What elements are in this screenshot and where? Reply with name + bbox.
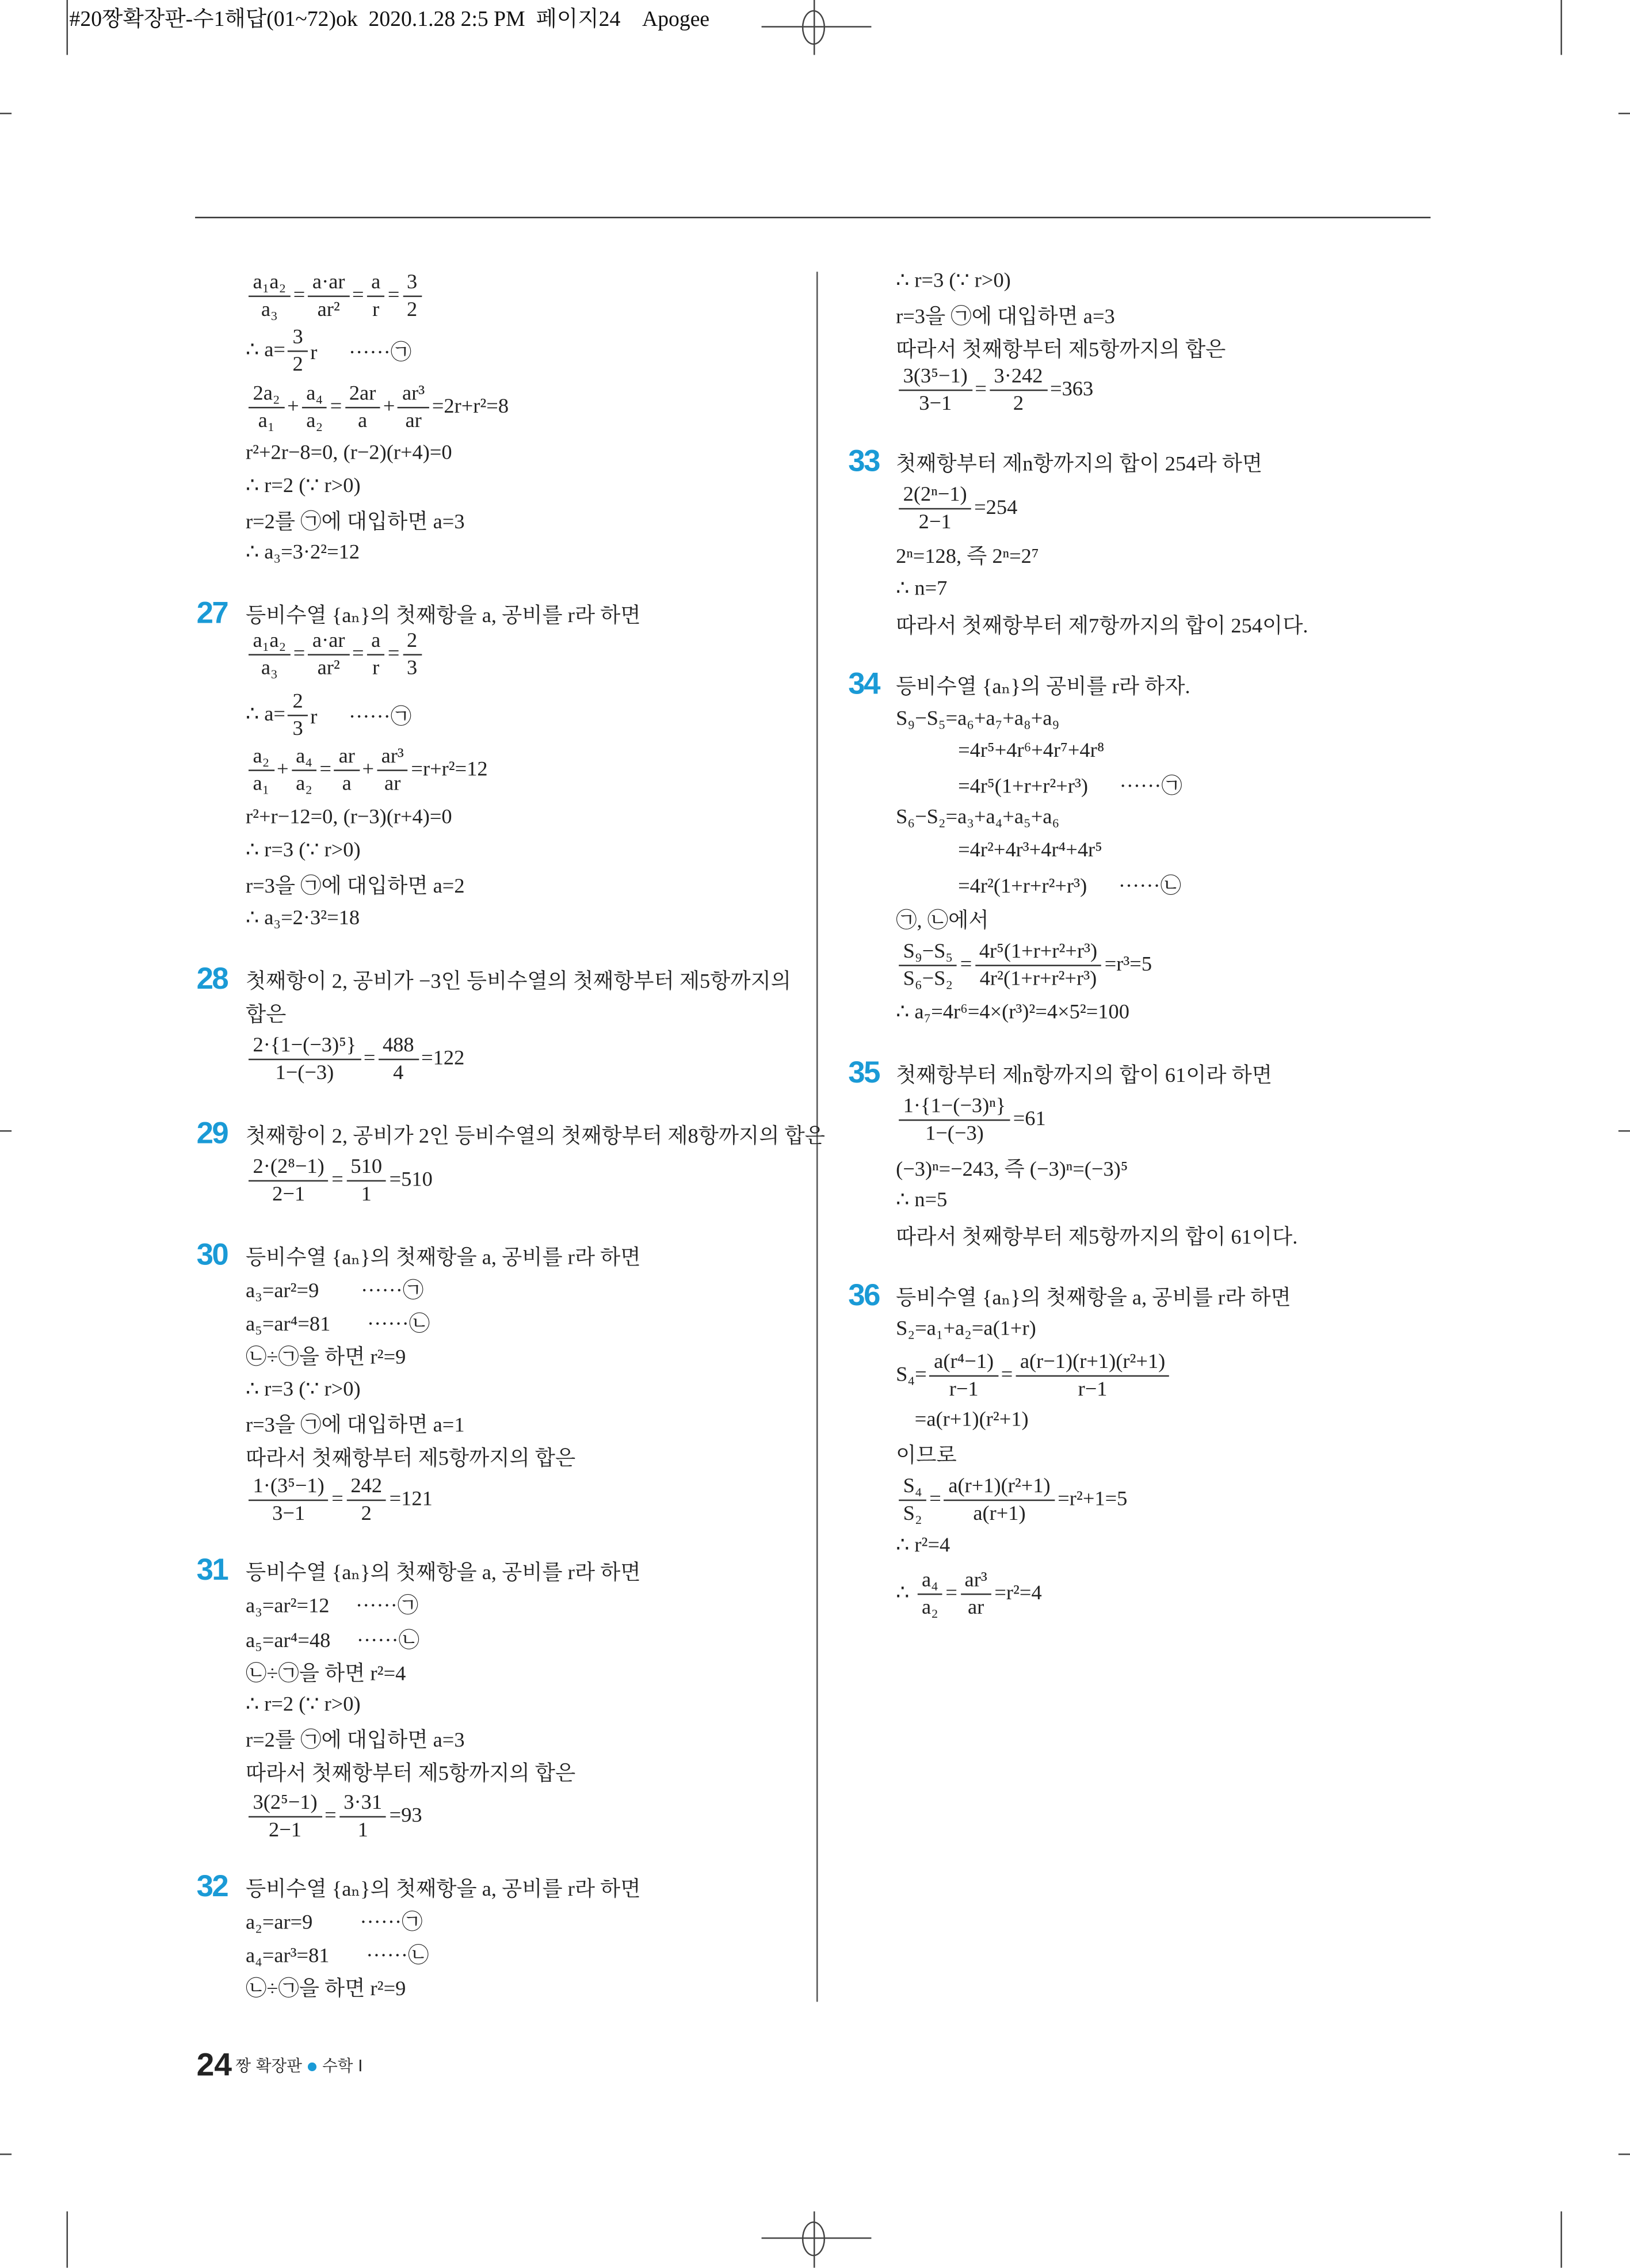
denominator: 3 — [407, 657, 418, 680]
subject-title: 수학 Ⅰ — [322, 2056, 363, 2076]
solution-line: ∴ r=3 (∵ r>0) — [245, 1378, 361, 1401]
denominator: 2 — [1013, 392, 1024, 416]
math-text: = — [363, 1047, 376, 1070]
math-text: =510 — [389, 1168, 433, 1192]
math-text: = — [387, 284, 400, 307]
numerator: ar³ — [960, 1569, 991, 1595]
fraction — [377, 745, 408, 796]
solution-line: =4r⁵+4r⁶+4r⁷+4r⁸ — [958, 739, 1105, 763]
solution-line: ∴ a₇=4r⁶=4×(r³)²=4×5²=100 — [896, 1001, 1129, 1024]
fraction — [402, 271, 421, 322]
solution-line: r²+r−12=0, (r−3)(r+4)=0 — [245, 806, 452, 829]
numerator: 3 — [288, 326, 307, 352]
problem-number: 33 — [848, 445, 879, 479]
fraction — [345, 382, 380, 433]
fraction — [346, 1475, 387, 1526]
math-text: r ······㉠ — [310, 706, 412, 730]
denominator: 2−1 — [918, 510, 952, 534]
book-title: 짱 확장판 — [235, 2056, 302, 2076]
math-text: r ······㉠ — [310, 341, 412, 365]
fraction — [249, 1791, 322, 1842]
fraction — [899, 1095, 1010, 1145]
numerator: a₁a₂ — [249, 630, 291, 655]
math-text: ∴ a= — [245, 338, 285, 363]
equation-line — [246, 1475, 433, 1526]
denominator: 3 — [292, 717, 303, 741]
solution-line: (−3)ⁿ=−243, 즉 (−3)ⁿ=(−3)⁵ — [896, 1158, 1128, 1182]
denominator: S₂ — [903, 1502, 922, 1526]
denominator: S₆−S₂ — [903, 967, 953, 991]
fraction — [899, 1475, 926, 1526]
registration-line — [762, 2237, 872, 2239]
math-text: =r²=4 — [994, 1581, 1042, 1606]
numerator: a(r−1)(r+1)(r²+1) — [1016, 1351, 1170, 1377]
numerator: a — [367, 271, 385, 297]
denominator: ar² — [317, 298, 340, 322]
math-text: =363 — [1050, 378, 1094, 401]
math-text: + — [383, 395, 395, 419]
math-text: = — [387, 642, 400, 666]
denominator: r — [372, 298, 380, 322]
numerator: a·ar — [308, 271, 349, 297]
problem-number: 34 — [848, 668, 879, 702]
problem-number: 27 — [196, 597, 228, 631]
page-number: 24 — [196, 2046, 232, 2083]
denominator: 2 — [361, 1502, 372, 1526]
equation-line — [246, 1791, 422, 1842]
solution-line: ㉠, ㉡에서 — [896, 909, 989, 933]
numerator: a(r⁴−1) — [930, 1351, 998, 1377]
denominator: ar — [384, 772, 401, 796]
math-text: =93 — [389, 1804, 422, 1828]
fraction — [990, 365, 1047, 416]
fraction — [899, 940, 957, 991]
fraction — [402, 630, 421, 680]
denominator: 1 — [357, 1819, 368, 1842]
numerator: 242 — [346, 1475, 387, 1501]
equation-line — [896, 1475, 1127, 1526]
crop-mark — [1618, 2153, 1630, 2155]
math-text: = — [319, 758, 332, 782]
fraction — [944, 1475, 1055, 1526]
denominator: a — [357, 410, 368, 433]
denominator: ar — [405, 410, 422, 433]
solution-line: =4r²(1+r+r²+r³) ······㉡ — [958, 875, 1182, 898]
problem-number: 36 — [848, 1279, 879, 1313]
problem-number: 28 — [196, 962, 228, 996]
math-text: =254 — [974, 496, 1018, 520]
math-text: =121 — [389, 1488, 433, 1511]
registration-line — [814, 2212, 815, 2268]
crop-mark — [1618, 113, 1630, 115]
solution-line: 따라서 첫째항부터 제5항까지의 합이 61이다. — [896, 1226, 1298, 1250]
solution-line: =4r²+4r³+4r⁴+4r⁵ — [958, 838, 1102, 863]
equation-line — [896, 1351, 1173, 1401]
numerator: a₄ — [292, 745, 317, 771]
solution-line: ∴ r=3 (∵ r>0) — [896, 269, 1011, 293]
solution-line: ∴ r=3 (∵ r>0) — [245, 838, 361, 863]
solution-line: 따라서 첫째항부터 제5항까지의 합은 — [896, 338, 1226, 363]
numerator: 3(2⁵−1) — [249, 1791, 322, 1817]
math-text: ∴ a= — [245, 703, 285, 727]
numerator: ar — [334, 745, 359, 771]
fraction — [917, 1569, 942, 1619]
fraction — [930, 1351, 998, 1401]
numerator: ar³ — [377, 745, 408, 771]
solution-line: S₂=a₁+a₂=a(1+r) — [896, 1317, 1036, 1341]
math-text: + — [287, 395, 299, 419]
solution-line: r=3을 ㉠에 대입하면 a=3 — [896, 306, 1115, 329]
crop-mark — [0, 2153, 12, 2155]
registration-line — [814, 0, 815, 55]
equation-line — [246, 271, 425, 322]
denominator: 2−1 — [272, 1183, 306, 1206]
solution-line: a₅=ar⁴=48 ······㉡ — [245, 1629, 420, 1653]
problem-statement: 등비수열 {aₙ}의 첫째항을 a, 공비를 r라 하면 — [896, 1287, 1291, 1310]
math-text: = — [929, 1488, 941, 1511]
math-text: =2r+r²=8 — [432, 395, 509, 419]
problem-statement: 첫째항이 2, 공비가 2인 등비수열의 첫째항부터 제8항까지의 합은 — [245, 1125, 825, 1149]
denominator: 4r²(1+r+r²+r³) — [979, 967, 1097, 991]
math-text: =r+r²=12 — [411, 758, 488, 782]
fraction — [288, 690, 307, 741]
solution-line: a₅=ar⁴=81 ······㉡ — [245, 1313, 430, 1336]
solution-line: r=2를 ㉠에 대입하면 a=3 — [245, 1729, 465, 1753]
footer-title — [235, 2054, 362, 2077]
numerator: 1·{1−(−3)ⁿ} — [899, 1095, 1010, 1120]
solution-line: 따라서 첫째항부터 제5항까지의 합은 — [245, 1447, 576, 1471]
denominator: 2−1 — [269, 1819, 302, 1842]
solution-line: r=2를 ㉠에 대입하면 a=3 — [245, 510, 465, 534]
denominator: ar² — [317, 657, 340, 680]
top-rule — [195, 217, 1430, 219]
solution-line: r=3을 ㉠에 대입하면 a=1 — [245, 1414, 465, 1438]
denominator: a(r+1) — [973, 1502, 1026, 1526]
solution-line: a₃=ar²=12 ······㉠ — [245, 1595, 419, 1618]
denominator: 3−1 — [272, 1502, 306, 1526]
problem-statement: 등비수열 {aₙ}의 첫째항을 a, 공비를 r라 하면 — [245, 1247, 641, 1270]
fraction — [302, 382, 327, 433]
denominator: 1−(−3) — [925, 1122, 984, 1146]
fraction — [249, 1156, 329, 1206]
problem-statement: 첫째항부터 제n항까지의 합이 61이라 하면 — [896, 1064, 1273, 1088]
solution-line: 합은 — [245, 1004, 287, 1027]
solution-line: ㉡÷㉠을 하면 r²=4 — [245, 1663, 406, 1686]
problem-number: 29 — [196, 1117, 228, 1151]
solution-line: ㉡÷㉠을 하면 r²=9 — [245, 1977, 406, 2002]
numerator: 2·{1−(−3)⁵} — [249, 1034, 361, 1060]
equation-line — [896, 940, 1152, 991]
solution-line: ∴ r=2 (∵ r>0) — [245, 475, 361, 498]
math-text: = — [352, 642, 364, 666]
solution-line: a₄=ar³=81 ······㉡ — [245, 1945, 429, 1968]
denominator: r — [372, 657, 380, 680]
solution-line: ∴ r²=4 — [896, 1534, 950, 1558]
math-text: + — [276, 758, 289, 782]
fraction — [975, 940, 1101, 991]
fraction — [346, 1156, 387, 1206]
numerator: a₂ — [249, 745, 274, 771]
crop-mark — [67, 2212, 68, 2268]
numerator: ar³ — [398, 382, 429, 408]
numerator: 2 — [288, 690, 307, 716]
crop-mark — [67, 0, 68, 55]
fraction — [249, 382, 284, 433]
denominator: 1 — [361, 1183, 372, 1206]
numerator: 2 — [402, 630, 421, 655]
equation-line — [246, 1156, 433, 1206]
solution-line: ∴ n=7 — [896, 577, 948, 601]
math-text: = — [945, 1581, 957, 1606]
math-text: = — [960, 953, 972, 977]
numerator: S₄ — [899, 1475, 926, 1501]
solution-line: 이므로 — [896, 1444, 957, 1468]
crop-mark — [1560, 0, 1562, 55]
numerator: 2ar — [345, 382, 380, 408]
solution-line: 따라서 첫째항부터 제7항까지의 합이 254이다. — [896, 615, 1308, 638]
problem-statement: 등비수열 {aₙ}의 첫째항을 a, 공비를 r라 하면 — [245, 1561, 641, 1585]
fraction — [398, 382, 429, 433]
math-text: = — [330, 395, 342, 419]
solution-line: ∴ n=5 — [896, 1188, 948, 1212]
problem-statement: 첫째항부터 제n항까지의 합이 254라 하면 — [896, 453, 1263, 477]
crop-mark — [0, 113, 12, 115]
problem-number: 35 — [848, 1056, 879, 1090]
fraction — [249, 745, 274, 796]
fraction — [334, 745, 359, 796]
denominator: 3−1 — [919, 392, 952, 416]
crop-mark — [0, 1130, 12, 1132]
denominator: r−1 — [949, 1378, 979, 1401]
denominator: a₃ — [261, 657, 278, 680]
fraction — [249, 1034, 361, 1085]
solution-line: =a(r+1)(r²+1) — [914, 1408, 1029, 1432]
solution-line: a₂=ar=9 ······㉠ — [245, 1911, 423, 1935]
fraction — [339, 1791, 387, 1842]
solution-line: 2ⁿ=128, 즉 2ⁿ=2⁷ — [896, 546, 1039, 569]
solution-line: S₉−S₅=a₆+a₇+a₈+a₉ — [896, 707, 1060, 731]
solution-line: ∴ a₃=2·3²=18 — [245, 906, 360, 931]
denominator: a₂ — [921, 1596, 938, 1620]
equation-line — [896, 1095, 1046, 1145]
registration-line — [762, 26, 872, 28]
problem-statement: 등비수열 {aₙ}의 첫째항을 a, 공비를 r라 하면 — [245, 605, 641, 628]
math-text: =61 — [1013, 1108, 1046, 1131]
numerator: 2·(2⁸−1) — [249, 1156, 329, 1181]
numerator: 2a₂ — [249, 382, 284, 408]
equation-line — [246, 382, 509, 433]
numerator: S₉−S₅ — [899, 940, 957, 966]
numerator: 3 — [402, 271, 421, 297]
math-text: = — [293, 284, 306, 307]
equation-line — [246, 745, 488, 796]
fraction — [899, 483, 971, 534]
denominator: r−1 — [1078, 1378, 1108, 1401]
denominator: ar — [967, 1596, 984, 1620]
equation-line — [246, 1034, 464, 1085]
fraction — [249, 271, 291, 322]
numerator: 4r⁵(1+r+r²+r³) — [975, 940, 1101, 966]
fraction — [308, 271, 349, 322]
equation-line — [896, 483, 1017, 534]
crop-mark — [1618, 1130, 1630, 1132]
numerator: 1·(3⁵−1) — [249, 1475, 329, 1501]
denominator: 1−(−3) — [275, 1061, 334, 1085]
math-text: =r³=5 — [1104, 953, 1152, 977]
fraction — [899, 365, 972, 416]
fraction — [378, 1034, 418, 1085]
math-text: =r²+1=5 — [1058, 1488, 1128, 1511]
solution-line: =4r⁵(1+r+r²+r³) ······㉠ — [958, 775, 1182, 799]
fraction — [1016, 1351, 1170, 1401]
numerator: 3·242 — [990, 365, 1047, 391]
math-text: = — [975, 378, 987, 401]
math-text: = — [331, 1488, 343, 1511]
denominator: 2 — [407, 298, 418, 322]
numerator: 488 — [378, 1034, 418, 1060]
numerator: 3·31 — [339, 1791, 387, 1817]
denominator: a — [342, 772, 352, 796]
denominator: a₃ — [261, 298, 278, 322]
equation-line — [896, 1569, 1042, 1619]
denominator: a₂ — [306, 410, 323, 433]
equation-line — [246, 630, 425, 680]
solution-line: r=3을 ㉠에 대입하면 a=2 — [245, 875, 465, 898]
solution-line: 따라서 첫째항부터 제5항까지의 합은 — [245, 1762, 576, 1786]
numerator: 3(3⁵−1) — [899, 365, 972, 391]
problem-statement: 등비수열 {aₙ}의 공비를 r라 하자. — [896, 676, 1190, 699]
denominator: 2 — [292, 353, 303, 377]
solution-line: ∴ a₃=3·2²=12 — [245, 541, 360, 565]
math-text: S₄= — [896, 1363, 927, 1387]
problem-number: 30 — [196, 1238, 228, 1272]
numerator: a·ar — [308, 630, 349, 655]
equation-line — [246, 690, 411, 741]
numerator: 510 — [346, 1156, 387, 1181]
fraction — [308, 630, 349, 680]
denominator: a₁ — [258, 410, 275, 433]
fraction — [367, 630, 385, 680]
solution-line: r²+2r−8=0, (r−2)(r+4)=0 — [245, 441, 452, 465]
math-text: = — [331, 1168, 343, 1192]
numerator: a₄ — [302, 382, 327, 408]
fraction — [367, 271, 385, 322]
numerator: 2(2ⁿ−1) — [899, 483, 971, 509]
numerator: a₁a₂ — [249, 271, 291, 297]
math-text: =122 — [421, 1047, 465, 1070]
math-text: = — [352, 284, 364, 307]
equation-line — [896, 365, 1093, 416]
fraction — [960, 1569, 991, 1619]
problem-statement: 첫째항이 2, 공비가 −3인 등비수열의 첫째항부터 제5항까지의 — [245, 970, 791, 994]
problem-number: 31 — [196, 1553, 228, 1587]
denominator: 4 — [393, 1061, 404, 1085]
fraction — [249, 630, 291, 680]
problem-statement: 등비수열 {aₙ}의 첫째항을 a, 공비를 r라 하면 — [245, 1878, 641, 1901]
bullet-icon — [308, 2062, 316, 2071]
numerator: a — [367, 630, 385, 655]
math-text: + — [362, 758, 375, 782]
solution-line: a₃=ar²=9 ······㉠ — [245, 1279, 424, 1303]
denominator: a₁ — [253, 772, 270, 796]
fraction — [249, 1475, 329, 1526]
fraction — [292, 745, 317, 796]
crop-mark — [1560, 2212, 1562, 2268]
equation-line — [246, 326, 411, 376]
numerator: a₄ — [917, 1569, 942, 1595]
math-text: = — [1001, 1363, 1013, 1387]
numerator: a(r+1)(r²+1) — [944, 1475, 1055, 1501]
math-text: = — [325, 1804, 337, 1828]
print-slug: #20짱확장판-수1해답(01~72)ok 2020.1.28 2:5 PM 페이지24 Apogee — [69, 9, 710, 32]
math-text: ∴ — [896, 1581, 915, 1606]
problem-number: 32 — [196, 1870, 228, 1904]
solution-line: ∴ r=2 (∵ r>0) — [245, 1693, 361, 1717]
math-text: = — [293, 642, 306, 666]
fraction — [288, 326, 307, 376]
denominator: a₂ — [296, 772, 312, 796]
solution-line: ㉡÷㉠을 하면 r²=9 — [245, 1346, 406, 1370]
solution-line: S₆−S₂=a₃+a₄+a₅+a₆ — [896, 806, 1060, 829]
